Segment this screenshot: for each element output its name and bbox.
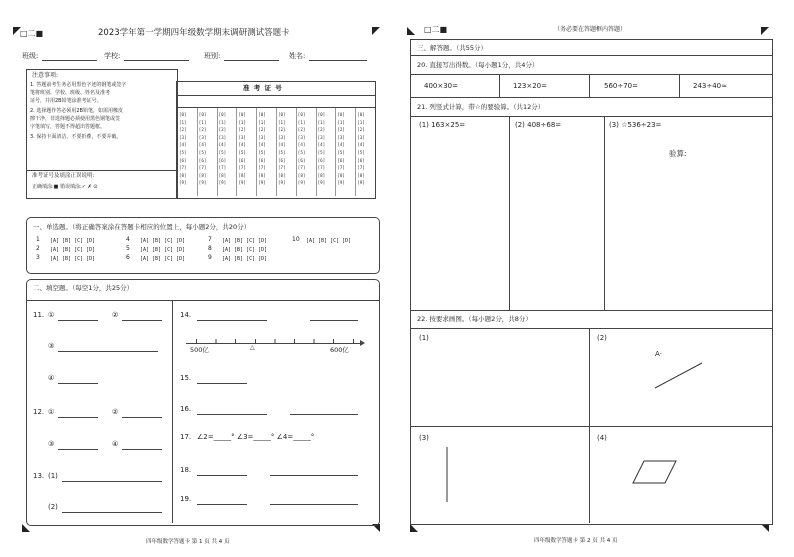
mcq-question-number: 2 — [36, 245, 40, 252]
section2-column-divider — [172, 301, 173, 523]
q13-part-2: (2) — [48, 503, 58, 511]
fill-sample: 正确填涂:■ 错误填涂:✓ ✗ ⊙ — [32, 184, 98, 190]
point-a-label: A· — [655, 350, 663, 358]
exam-id-digit-column[interactable]: [0] [1] [2] [3] [4] [5] [6] [7] [8] [9] — [218, 112, 227, 186]
q11-blank-3[interactable] — [58, 351, 158, 352]
q17-angles[interactable]: ∠2=_____° ∠3=_____° ∠4=_____° — [197, 433, 315, 441]
q11-blank-1[interactable] — [58, 320, 98, 321]
answer-sheet-page-2 — [397, 15, 794, 544]
q16-blank-1[interactable] — [197, 414, 267, 415]
q13-part-1: (1) — [48, 472, 58, 480]
mcq-option-bubbles[interactable]: [A] [B] [C] [D] — [140, 238, 186, 244]
q22-item-4: (4) — [597, 434, 607, 442]
q21-item-2[interactable]: (2) 408÷68= — [515, 121, 562, 129]
q11-circle-2: ② — [112, 311, 119, 319]
section2-title: 二、填空题。（每空1分，共25分） — [33, 284, 134, 292]
q22-title: 22. 按要求画图。（每小题2分，共8分） — [417, 315, 532, 323]
notice-item-6: 字笔填写，答题不得超出答题框。 — [30, 124, 106, 130]
q13-number: 13. — [33, 472, 45, 480]
q22-item-3: (3) — [419, 434, 429, 442]
school-label: 学校: — [104, 52, 121, 60]
exam-id-column-divider — [296, 108, 297, 196]
notice-item-1: 1. 答题前考生务必用黑色字迹的钢笔或签字 — [30, 82, 127, 88]
exam-id-grid — [177, 108, 375, 196]
q14-blank-1[interactable] — [197, 320, 267, 321]
exam-id-digit-column[interactable]: [0] [1] [2] [3] [4] [5] [6] [7] [8] [9] — [179, 112, 187, 186]
q22-item-1: (1) — [419, 334, 429, 342]
q22-drawings — [397, 15, 794, 540]
mcq-option-bubbles[interactable]: [A] [B] [C] [D] — [50, 256, 96, 262]
q12-blank-1[interactable] — [58, 417, 98, 418]
exam-id-column-divider — [236, 108, 237, 196]
notice-item-3: 证号，并用2B铅笔涂准考证号。 — [30, 98, 102, 104]
q20-title: 20. 直接写出得数。（每小题1分，共4分） — [417, 61, 539, 69]
exam-id-digit-column[interactable]: [0] [1] [2] [3] [4] [5] [6] [7] [8] [9] — [278, 112, 286, 186]
q18-blank-2[interactable] — [270, 475, 358, 476]
q22-item-2: (2) — [597, 334, 607, 342]
sheet-logo: □二■ — [20, 29, 44, 38]
section2-box — [26, 279, 380, 526]
q11-blank-2[interactable] — [122, 320, 162, 321]
page2-footer: 四年级数学答题卡 第 2 页 共 4 页 — [534, 538, 618, 544]
exam-id-column-divider — [276, 108, 277, 196]
q16-blank-2[interactable] — [290, 414, 358, 415]
q11-circle-4: ④ — [48, 374, 55, 382]
q20-item-1[interactable]: 400×30= — [424, 82, 458, 90]
q15-blank[interactable] — [197, 383, 247, 384]
mcq-option-bubbles[interactable]: [A] [B] [C] [D] — [50, 238, 96, 244]
exam-id-digit-column[interactable]: [0] [1] [2] [3] [4] [5] [6] [7] [8] [9] — [238, 112, 246, 186]
q12-circle-1: ① — [48, 408, 55, 416]
exam-id-digit-column[interactable]: [0] [1] [2] [3] [4] [5] [6] [7] [8] [9] — [258, 112, 266, 186]
q16-number: 16. — [180, 405, 192, 413]
exam-id-digit-column[interactable]: [0] [1] [2] [3] [4] [5] [6] [7] [8] [9] — [337, 112, 345, 186]
mcq-option-bubbles[interactable]: [A] [B] [C] [D] — [222, 256, 268, 262]
exam-id-digit-column[interactable]: [0] [1] [2] [3] [4] [5] [6] [7] [8] [9] — [297, 112, 306, 186]
number-line-ticks — [196, 339, 356, 344]
q19-blank-1[interactable] — [197, 504, 247, 505]
school-field[interactable] — [124, 60, 189, 61]
notice-item-4: 2. 选择题作答必须用2B铅笔，如需用橡皮 — [30, 108, 123, 114]
sheet-logo-2: □二■ — [424, 25, 448, 34]
notice-footer: 准考证号及填涂正误说明: — [32, 173, 95, 179]
sheet-title: 2023学年第一学期四年级数学期末调研测试答题卡 — [98, 28, 290, 38]
mcq-question-number: 6 — [126, 254, 130, 261]
class-field[interactable] — [42, 60, 97, 61]
number-line-mark: △ — [250, 344, 255, 351]
exam-id-digit-column[interactable]: [0] [1] [2] [3] [4] [5] [6] [7] [8] [9] — [198, 112, 207, 186]
number-line-left-label: 500亿 — [190, 346, 209, 354]
top-note: （务必要在答题框内答题） — [554, 26, 627, 33]
exam-id-label: 准 考 证 号 — [243, 84, 283, 92]
q12-circle-2: ② — [112, 408, 119, 416]
q20-item-4[interactable]: 243÷40≈ — [693, 82, 727, 90]
mcq-question-number: 5 — [126, 245, 130, 252]
q19-blank-2[interactable] — [270, 504, 358, 505]
answer-sheet-page-1 — [0, 15, 397, 545]
mcq-option-bubbles[interactable]: [A] [B] [C] [D] — [140, 247, 186, 253]
q21-title: 21. 列竖式计算，带☆的要验算。（共12分） — [417, 103, 545, 111]
exam-id-column-divider — [197, 108, 198, 196]
q12-blank-2[interactable] — [122, 417, 162, 418]
q21-check-label: 验算: — [669, 149, 687, 158]
q20-item-2[interactable]: 123×20= — [513, 82, 547, 90]
notice-item-2: 笔将班别、学校、班级、姓名及准考 — [30, 90, 111, 96]
q20-item-3[interactable]: 560÷70= — [604, 82, 638, 90]
mcq-option-bubbles[interactable]: [A] [B] [C] [D] — [140, 256, 186, 262]
q12-circle-4: ④ — [112, 440, 119, 448]
mcq-question-number: 9 — [208, 254, 212, 261]
mcq-question-number: 1 — [36, 236, 40, 243]
name-label: 姓名: — [289, 52, 306, 60]
exam-id-digit-column[interactable]: [0] [1] [2] [3] [4] [5] [6] [7] [8] [9] — [357, 112, 365, 186]
name-field[interactable] — [309, 60, 367, 61]
q11-circle-1: ① — [48, 311, 55, 319]
notice-item-5: 擦干净，非选择题必须使用黑色钢笔或签 — [30, 116, 121, 122]
mcq-grid — [36, 237, 376, 267]
exam-id-column-divider — [217, 108, 218, 196]
mcq-option-bubbles[interactable]: [A] [B] [C] [D] — [306, 238, 352, 244]
q17-number: 17. — [180, 433, 192, 441]
notice-divider — [27, 170, 177, 171]
mcq-option-bubbles[interactable]: [A] [B] [C] [D] — [222, 238, 268, 244]
section3-title: 三、解答题。（共55分） — [417, 44, 488, 52]
number-line-right-label: 600亿 — [330, 346, 349, 354]
q11-number: 11. — [33, 311, 45, 319]
number-line-arrow-icon — [360, 340, 365, 346]
seat-field[interactable] — [224, 60, 279, 61]
q21-item-1[interactable]: (1) 163×25= — [419, 121, 466, 129]
q12-blank-3[interactable] — [58, 449, 98, 450]
q18-number: 18. — [180, 466, 192, 474]
mcq-option-bubbles[interactable]: [A] [B] [C] [D] — [50, 247, 96, 253]
notice-title: 注意事项: — [32, 72, 59, 79]
corner-mark-top-right — [372, 27, 380, 35]
q15-number: 15. — [180, 374, 192, 382]
q12-blank-4[interactable] — [122, 449, 162, 450]
exam-id-column-divider — [316, 108, 317, 196]
q22-line-segment — [655, 363, 702, 388]
exam-id-column-divider — [256, 108, 257, 196]
q18-blank-1[interactable] — [197, 475, 247, 476]
page1-footer: 四年级数学答题卡 第 1 页 共 4 页 — [146, 539, 230, 545]
q14-blank-2[interactable] — [310, 320, 358, 321]
mcq-option-bubbles[interactable]: [A] [B] [C] [D] — [222, 247, 268, 253]
exam-id-column-divider — [355, 108, 356, 196]
mcq-question-number: 10 — [292, 236, 300, 243]
mcq-question-number: 7 — [208, 236, 212, 243]
section2-header-line — [27, 300, 379, 301]
q11-circle-3: ③ — [48, 342, 55, 350]
mcq-question-number: 3 — [36, 254, 40, 261]
exam-id-header-line — [177, 95, 375, 96]
exam-id-digit-column[interactable]: [0] [1] [2] [3] [4] [5] [6] [7] [8] [9] — [317, 112, 326, 186]
mcq-question-number: 4 — [126, 236, 130, 243]
exam-id-column-divider — [335, 108, 336, 196]
class-label: 班级: — [22, 52, 39, 60]
q21-item-3[interactable]: (3) ☆536÷23= — [609, 121, 662, 129]
q13-blank-1[interactable] — [62, 481, 162, 482]
q14-number: 14. — [180, 311, 192, 319]
q11-blank-4[interactable] — [58, 383, 98, 384]
q12-number: 12. — [33, 408, 45, 416]
q12-circle-3: ③ — [48, 440, 55, 448]
section1-title: 一、单选题。（将正确答案涂在答题卡相应的位置上，每小题2分，共20分） — [33, 223, 251, 231]
mcq-question-number: 8 — [208, 245, 212, 252]
seat-label: 班别: — [204, 52, 221, 60]
notice-item-7: 3. 保持卡面清洁，不要折叠，不要弄破。 — [30, 134, 122, 140]
q13-blank-2[interactable] — [62, 512, 162, 513]
q19-number: 19. — [180, 495, 192, 503]
q22-parallelogram — [633, 461, 676, 483]
